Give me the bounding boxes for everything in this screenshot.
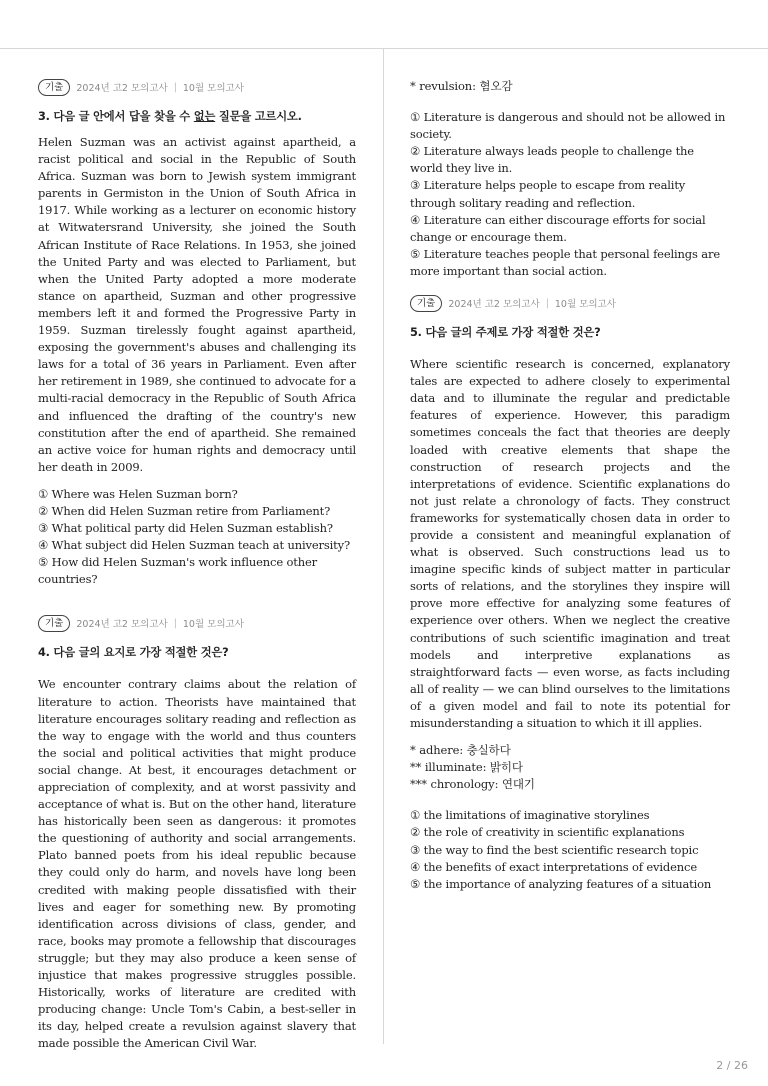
meta-year: 2024년 고2 모의고사 — [448, 299, 540, 311]
question-meta — [410, 294, 730, 312]
meta-year: 2024년 고2 모의고사 — [76, 83, 168, 94]
question-meta — [38, 78, 356, 96]
exam-badge: 기출 — [410, 295, 442, 312]
question-title: 4. 다음 글의 요지로 가장 적절한 것은? — [38, 646, 229, 660]
footnote: * adhere: 충실하다 — [410, 743, 511, 758]
question-3 — [38, 78, 356, 588]
title-underlined: 없는 — [193, 110, 216, 123]
meta-separator: | — [545, 297, 549, 309]
column-divider — [383, 49, 384, 1044]
question-4 — [38, 614, 356, 1052]
footnote: ** illuminate: 밝히다 — [410, 760, 523, 775]
passage-text: Helen Suzman was an activist against apartheid, a racist political and social in the Republic of South Africa. Suzman was born to Jewish system immigrant parents in Germiston in the Union of South Africa in 1917. While working as a lecturer on economic history at Witwatersrand University, she joined the South African Institute of Race Relations. In 1953, she joined the United Party and was elected to Parliament, but when the United Party adopted a more moderate stance on apartheid, Suzman and other progressive members left it and formed the Progressive Party in 1959. Suzman tirelessly fought against apartheid, exposing the government's abuses and challenging its laws for a total of 36 years in Parliament. Even after her retirement in 1989, she continued to advocate for a multi-racial democracy in the Republic of South Africa and influenced the drafting of the country's new constitution after the end of apartheid. She remained an active voice for human rights and democracy until her death in 2009. — [38, 135, 356, 474]
option-5[interactable]: ⑤ Literature teaches people that personal feelings are more important than social action. — [410, 246, 720, 278]
title-part: 3. 다음 글 안에서 답을 찾을 수 — [38, 110, 194, 123]
meta-month: 10월 모의고사 — [554, 299, 616, 311]
footnote: *** chronology: 연대기 — [410, 777, 535, 792]
meta-month: 10월 모의고사 — [182, 83, 244, 94]
question-title — [38, 108, 356, 124]
header-rule — [0, 48, 768, 49]
left-column — [38, 78, 356, 1053]
option-4[interactable]: ④ the benefits of exact interpretations of evidence — [410, 859, 697, 874]
option-3[interactable]: ③ Literature helps people to escape from reality through solitary reading and reflection. — [410, 178, 686, 210]
passage-text: Where scientific research is concerned, explanatory tales are expected to adhere closely to experimental data and to illuminate the regular and predictable features of experience. However, this paradigm sometimes conceals the fact that theories are deeply loaded with creative elements that shape the construction of research projects and the interpretations of evidence. Scientific explanations do not just relate a chronology of facts. They construct frameworks for systematically chosen data in order to provide a consistent and meaningful explanation of what is observed. Such constructions lead us to imagine specific kinds of subject matter in particular sorts of relations, and the storylines they inspire will prove more effective for analyzing some features of experience over others. When we neglect the creative contributions of such scientific imagination and treat models and interpretive explanations as straightforward facts — even worse, as facts including all of reality — we can blind ourselves to the limitations of a given model and fail to note its potential for misunderstanding a situation to which it ill applies. — [410, 357, 730, 730]
answer-options — [410, 109, 730, 280]
meta-separator: | — [173, 81, 177, 93]
option-1[interactable]: ① the limitations of imaginative storylines — [410, 808, 650, 823]
question-5 — [410, 294, 730, 893]
footnote: * revulsion: 혐오감 — [410, 79, 513, 93]
option-1[interactable]: ① Where was Helen Suzman born? — [38, 486, 238, 501]
meta-separator: | — [173, 617, 177, 629]
title-part: 질문을 고르시오. — [215, 110, 302, 123]
meta-year: 2024년 고2 모의고사 — [76, 619, 168, 631]
meta-month: 10월 모의고사 — [182, 619, 244, 631]
answer-options — [38, 486, 356, 589]
answer-options — [410, 807, 730, 892]
option-3[interactable]: ③ the way to find the best scientific research topic — [410, 842, 699, 857]
option-2[interactable]: ② the role of creativity in scientific explanations — [410, 825, 685, 840]
option-5[interactable]: ⑤ the importance of analyzing features of a situation — [410, 876, 712, 891]
option-5[interactable]: ⑤ How did Helen Suzman's work influence other countries? — [38, 555, 318, 587]
passage-text: We encounter contrary claims about the relation of literature to action. Theorists have maintained that literature encourages solitary reading and reflection as the way to engage with the world and thus counters the social and political activities that might produce social change. At best, it encourages detachment or appreciation of complexity, and at worst passivity and acceptance of what is. But on the other hand, literature has historically been seen as dangerous: it promotes the questioning of authority and social arrangements. Plato banned poets from his ideal republic because they could only do harm, and novels have long been credited with making people dissatisfied with their lives and eager for something new. By promoting identification across divisions of class, gender, and race, books may promote a fellowship that discourages struggle; but they may also produce a keen sense of injustice that makes progressive struggles possible. Historically, works of literature are credited with producing change: Uncle Tom's Cabin, a best-seller in its day, helped create a revulsion against slavery that made possible the American Civil War. — [38, 677, 356, 1051]
option-1[interactable]: ① Literature is dangerous and should not be allowed in society. — [410, 110, 726, 142]
footnotes — [410, 742, 730, 793]
question-title: 5. 다음 글의 주제로 가장 적절한 것은? — [410, 326, 601, 340]
option-4[interactable]: ④ What subject did Helen Suzman teach at university? — [38, 538, 350, 553]
page-number: 2 / 26 — [716, 1059, 748, 1072]
option-2[interactable]: ② When did Helen Suzman retire from Parliament? — [38, 503, 331, 518]
exam-badge: 기출 — [38, 615, 70, 632]
option-3[interactable]: ③ What political party did Helen Suzman establish? — [38, 521, 333, 536]
right-column — [410, 78, 730, 893]
option-4[interactable]: ④ Literature can either discourage efforts for social change or encourage them. — [410, 212, 706, 244]
option-2[interactable]: ② Literature always leads people to challenge the world they live in. — [410, 144, 694, 176]
question-meta — [38, 614, 356, 632]
exam-badge: 기출 — [38, 79, 70, 96]
